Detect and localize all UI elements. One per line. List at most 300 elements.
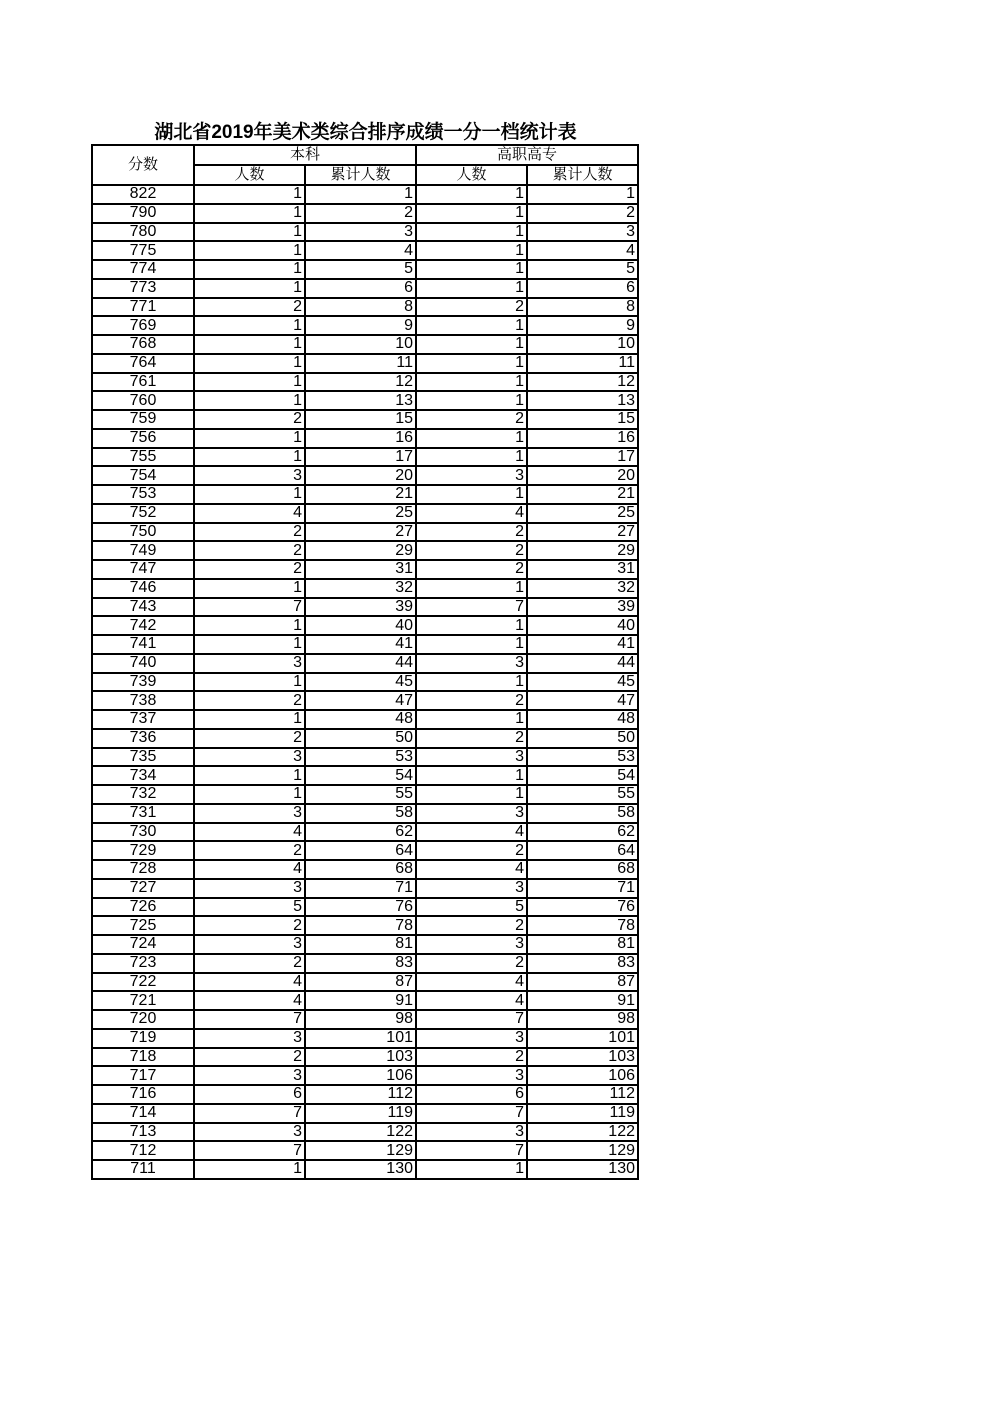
table-row <box>92 241 638 260</box>
benke-count-cell: 2 <box>194 410 305 429</box>
table-row <box>92 541 638 560</box>
table-row <box>92 354 638 373</box>
gaozhi-cumulative-cell: 87 <box>527 973 638 992</box>
header-gaozhi-count: 人数 <box>416 165 527 185</box>
gaozhi-cumulative-cell: 45 <box>527 673 638 692</box>
benke-cumulative-cell: 21 <box>305 485 416 504</box>
gaozhi-cumulative-cell: 17 <box>527 448 638 467</box>
benke-cumulative-cell: 5 <box>305 260 416 279</box>
table-row <box>92 1010 638 1029</box>
table-row <box>92 823 638 842</box>
table-row <box>92 560 638 579</box>
benke-cumulative-cell: 98 <box>305 1010 416 1029</box>
page-title: 湖北省2019年美术类综合排序成绩一分一档统计表 <box>154 122 577 143</box>
table-row <box>92 448 638 467</box>
benke-cumulative-cell: 13 <box>305 391 416 410</box>
benke-count-cell: 1 <box>194 485 305 504</box>
score-cell: 729 <box>92 841 194 860</box>
table-row <box>92 841 638 860</box>
score-cell: 769 <box>92 316 194 335</box>
gaozhi-cumulative-cell: 55 <box>527 785 638 804</box>
header-benke: 本科 <box>194 145 416 165</box>
table-row <box>92 766 638 785</box>
score-cell: 775 <box>92 241 194 260</box>
table-row <box>92 785 638 804</box>
table-row <box>92 748 638 767</box>
score-cell: 717 <box>92 1066 194 1085</box>
gaozhi-count-cell: 3 <box>416 1123 527 1142</box>
table-row <box>92 935 638 954</box>
gaozhi-count-cell: 1 <box>416 710 527 729</box>
benke-count-cell: 2 <box>194 916 305 935</box>
benke-count-cell: 1 <box>194 616 305 635</box>
score-cell: 714 <box>92 1104 194 1123</box>
score-cell: 760 <box>92 391 194 410</box>
score-cell: 768 <box>92 335 194 354</box>
score-cell: 774 <box>92 260 194 279</box>
benke-cumulative-cell: 9 <box>305 316 416 335</box>
gaozhi-cumulative-cell: 16 <box>527 429 638 448</box>
benke-cumulative-cell: 10 <box>305 335 416 354</box>
gaozhi-count-cell: 3 <box>416 804 527 823</box>
benke-cumulative-cell: 2 <box>305 204 416 223</box>
gaozhi-cumulative-cell: 4 <box>527 241 638 260</box>
benke-count-cell: 1 <box>194 635 305 654</box>
benke-cumulative-cell: 12 <box>305 373 416 392</box>
benke-count-cell: 1 <box>194 316 305 335</box>
table-row <box>92 410 638 429</box>
score-cell: 724 <box>92 935 194 954</box>
benke-count-cell: 7 <box>194 598 305 617</box>
gaozhi-cumulative-cell: 29 <box>527 541 638 560</box>
header-benke-count: 人数 <box>194 165 305 185</box>
gaozhi-count-cell: 4 <box>416 973 527 992</box>
score-cell: 759 <box>92 410 194 429</box>
gaozhi-count-cell: 2 <box>416 298 527 317</box>
table-row <box>92 391 638 410</box>
benke-count-cell: 3 <box>194 1123 305 1142</box>
gaozhi-count-cell: 1 <box>416 673 527 692</box>
benke-cumulative-cell: 48 <box>305 710 416 729</box>
benke-count-cell: 4 <box>194 823 305 842</box>
gaozhi-count-cell: 1 <box>416 373 527 392</box>
benke-count-cell: 1 <box>194 1160 305 1179</box>
benke-count-cell: 2 <box>194 298 305 317</box>
benke-count-cell: 1 <box>194 223 305 242</box>
table-row <box>92 373 638 392</box>
benke-cumulative-cell: 122 <box>305 1123 416 1142</box>
score-cell: 719 <box>92 1029 194 1048</box>
benke-count-cell: 4 <box>194 973 305 992</box>
gaozhi-count-cell: 3 <box>416 748 527 767</box>
score-cell: 735 <box>92 748 194 767</box>
gaozhi-count-cell: 2 <box>416 691 527 710</box>
gaozhi-count-cell: 2 <box>416 916 527 935</box>
gaozhi-cumulative-cell: 119 <box>527 1104 638 1123</box>
benke-cumulative-cell: 91 <box>305 991 416 1010</box>
table-row <box>92 316 638 335</box>
score-cell: 718 <box>92 1048 194 1067</box>
benke-count-cell: 1 <box>194 335 305 354</box>
gaozhi-cumulative-cell: 44 <box>527 654 638 673</box>
gaozhi-cumulative-cell: 11 <box>527 354 638 373</box>
benke-count-cell: 3 <box>194 879 305 898</box>
gaozhi-cumulative-cell: 71 <box>527 879 638 898</box>
gaozhi-cumulative-cell: 10 <box>527 335 638 354</box>
benke-count-cell: 1 <box>194 429 305 448</box>
table-row <box>92 1029 638 1048</box>
gaozhi-count-cell: 3 <box>416 935 527 954</box>
benke-count-cell: 2 <box>194 691 305 710</box>
score-cell: 750 <box>92 523 194 542</box>
benke-count-cell: 7 <box>194 1141 305 1160</box>
benke-count-cell: 3 <box>194 1029 305 1048</box>
gaozhi-count-cell: 3 <box>416 1066 527 1085</box>
benke-count-cell: 3 <box>194 804 305 823</box>
table-row <box>92 298 638 317</box>
gaozhi-cumulative-cell: 40 <box>527 616 638 635</box>
benke-cumulative-cell: 45 <box>305 673 416 692</box>
table-row <box>92 654 638 673</box>
benke-cumulative-cell: 106 <box>305 1066 416 1085</box>
gaozhi-count-cell: 2 <box>416 523 527 542</box>
table-row <box>92 710 638 729</box>
gaozhi-cumulative-cell: 103 <box>527 1048 638 1067</box>
gaozhi-cumulative-cell: 101 <box>527 1029 638 1048</box>
table-row <box>92 691 638 710</box>
gaozhi-count-cell: 1 <box>416 223 527 242</box>
benke-count-cell: 1 <box>194 204 305 223</box>
benke-cumulative-cell: 27 <box>305 523 416 542</box>
benke-count-cell: 3 <box>194 935 305 954</box>
gaozhi-count-cell: 3 <box>416 466 527 485</box>
table-row <box>92 1048 638 1067</box>
benke-count-cell: 3 <box>194 654 305 673</box>
score-cell: 716 <box>92 1085 194 1104</box>
benke-count-cell: 2 <box>194 729 305 748</box>
score-cell: 752 <box>92 504 194 523</box>
table-body <box>92 185 638 1179</box>
benke-count-cell: 1 <box>194 354 305 373</box>
gaozhi-cumulative-cell: 83 <box>527 954 638 973</box>
table-row <box>92 1160 638 1179</box>
benke-cumulative-cell: 8 <box>305 298 416 317</box>
benke-cumulative-cell: 29 <box>305 541 416 560</box>
gaozhi-cumulative-cell: 91 <box>527 991 638 1010</box>
gaozhi-count-cell: 1 <box>416 335 527 354</box>
gaozhi-count-cell: 7 <box>416 1104 527 1123</box>
gaozhi-cumulative-cell: 27 <box>527 523 638 542</box>
table-row <box>92 635 638 654</box>
benke-count-cell: 2 <box>194 841 305 860</box>
table-row <box>92 729 638 748</box>
gaozhi-count-cell: 1 <box>416 260 527 279</box>
benke-count-cell: 4 <box>194 504 305 523</box>
score-cell: 773 <box>92 279 194 298</box>
score-cell: 764 <box>92 354 194 373</box>
benke-cumulative-cell: 64 <box>305 841 416 860</box>
gaozhi-cumulative-cell: 32 <box>527 579 638 598</box>
table-row <box>92 673 638 692</box>
score-cell: 711 <box>92 1160 194 1179</box>
benke-cumulative-cell: 41 <box>305 635 416 654</box>
table-row <box>92 898 638 917</box>
benke-cumulative-cell: 17 <box>305 448 416 467</box>
benke-cumulative-cell: 39 <box>305 598 416 617</box>
gaozhi-cumulative-cell: 68 <box>527 860 638 879</box>
score-cell: 728 <box>92 860 194 879</box>
table-row <box>92 185 638 204</box>
score-cell: 746 <box>92 579 194 598</box>
table-row <box>92 1085 638 1104</box>
gaozhi-cumulative-cell: 122 <box>527 1123 638 1142</box>
header-gaozhi-cumulative: 累计人数 <box>527 165 638 185</box>
table-row <box>92 204 638 223</box>
gaozhi-cumulative-cell: 112 <box>527 1085 638 1104</box>
gaozhi-cumulative-cell: 54 <box>527 766 638 785</box>
gaozhi-count-cell: 1 <box>416 241 527 260</box>
benke-count-cell: 3 <box>194 1066 305 1085</box>
benke-cumulative-cell: 50 <box>305 729 416 748</box>
benke-cumulative-cell: 119 <box>305 1104 416 1123</box>
benke-cumulative-cell: 11 <box>305 354 416 373</box>
gaozhi-count-cell: 2 <box>416 410 527 429</box>
benke-count-cell: 1 <box>194 185 305 204</box>
gaozhi-cumulative-cell: 58 <box>527 804 638 823</box>
table-row <box>92 879 638 898</box>
score-cell: 722 <box>92 973 194 992</box>
gaozhi-cumulative-cell: 5 <box>527 260 638 279</box>
gaozhi-cumulative-cell: 106 <box>527 1066 638 1085</box>
table-row <box>92 598 638 617</box>
gaozhi-count-cell: 4 <box>416 504 527 523</box>
score-cell: 725 <box>92 916 194 935</box>
table-row <box>92 616 638 635</box>
gaozhi-count-cell: 1 <box>416 485 527 504</box>
gaozhi-cumulative-cell: 78 <box>527 916 638 935</box>
score-cell: 753 <box>92 485 194 504</box>
gaozhi-cumulative-cell: 3 <box>527 223 638 242</box>
benke-cumulative-cell: 44 <box>305 654 416 673</box>
benke-count-cell: 2 <box>194 954 305 973</box>
score-cell: 737 <box>92 710 194 729</box>
table-row <box>92 429 638 448</box>
benke-count-cell: 2 <box>194 523 305 542</box>
table-row <box>92 523 638 542</box>
table-row <box>92 335 638 354</box>
score-cell: 754 <box>92 466 194 485</box>
table-row <box>92 804 638 823</box>
gaozhi-count-cell: 1 <box>416 616 527 635</box>
gaozhi-count-cell: 4 <box>416 823 527 842</box>
gaozhi-count-cell: 1 <box>416 635 527 654</box>
gaozhi-cumulative-cell: 81 <box>527 935 638 954</box>
table-row <box>92 973 638 992</box>
gaozhi-count-cell: 1 <box>416 204 527 223</box>
benke-count-cell: 1 <box>194 260 305 279</box>
score-cell: 727 <box>92 879 194 898</box>
benke-cumulative-cell: 101 <box>305 1029 416 1048</box>
benke-cumulative-cell: 4 <box>305 241 416 260</box>
gaozhi-count-cell: 4 <box>416 991 527 1010</box>
benke-count-cell: 3 <box>194 748 305 767</box>
gaozhi-cumulative-cell: 53 <box>527 748 638 767</box>
score-cell: 756 <box>92 429 194 448</box>
score-cell: 739 <box>92 673 194 692</box>
benke-count-cell: 3 <box>194 466 305 485</box>
benke-cumulative-cell: 54 <box>305 766 416 785</box>
score-cell: 738 <box>92 691 194 710</box>
table-row <box>92 1066 638 1085</box>
gaozhi-count-cell: 2 <box>416 729 527 748</box>
score-cell: 713 <box>92 1123 194 1142</box>
gaozhi-count-cell: 1 <box>416 316 527 335</box>
benke-cumulative-cell: 58 <box>305 804 416 823</box>
score-cell: 731 <box>92 804 194 823</box>
benke-count-cell: 7 <box>194 1104 305 1123</box>
gaozhi-count-cell: 3 <box>416 654 527 673</box>
gaozhi-count-cell: 2 <box>416 954 527 973</box>
gaozhi-cumulative-cell: 39 <box>527 598 638 617</box>
benke-cumulative-cell: 53 <box>305 748 416 767</box>
score-cell: 730 <box>92 823 194 842</box>
benke-count-cell: 7 <box>194 1010 305 1029</box>
benke-cumulative-cell: 40 <box>305 616 416 635</box>
gaozhi-cumulative-cell: 1 <box>527 185 638 204</box>
benke-cumulative-cell: 1 <box>305 185 416 204</box>
benke-cumulative-cell: 81 <box>305 935 416 954</box>
benke-cumulative-cell: 129 <box>305 1141 416 1160</box>
gaozhi-count-cell: 2 <box>416 541 527 560</box>
gaozhi-cumulative-cell: 2 <box>527 204 638 223</box>
benke-count-cell: 4 <box>194 860 305 879</box>
table-row <box>92 916 638 935</box>
table-row <box>92 860 638 879</box>
gaozhi-count-cell: 6 <box>416 1085 527 1104</box>
benke-cumulative-cell: 3 <box>305 223 416 242</box>
benke-cumulative-cell: 62 <box>305 823 416 842</box>
gaozhi-count-cell: 7 <box>416 1141 527 1160</box>
gaozhi-cumulative-cell: 129 <box>527 1141 638 1160</box>
score-table <box>91 144 639 1180</box>
gaozhi-cumulative-cell: 50 <box>527 729 638 748</box>
benke-count-cell: 1 <box>194 391 305 410</box>
benke-cumulative-cell: 112 <box>305 1085 416 1104</box>
table-row <box>92 1123 638 1142</box>
benke-cumulative-cell: 32 <box>305 579 416 598</box>
score-cell: 822 <box>92 185 194 204</box>
gaozhi-cumulative-cell: 15 <box>527 410 638 429</box>
header-gaozhi: 高职高专 <box>416 145 638 165</box>
gaozhi-count-cell: 1 <box>416 429 527 448</box>
table-row <box>92 991 638 1010</box>
table-row <box>92 223 638 242</box>
benke-count-cell: 1 <box>194 710 305 729</box>
table-row <box>92 579 638 598</box>
benke-cumulative-cell: 130 <box>305 1160 416 1179</box>
gaozhi-cumulative-cell: 13 <box>527 391 638 410</box>
gaozhi-count-cell: 1 <box>416 766 527 785</box>
table-row <box>92 279 638 298</box>
gaozhi-count-cell: 1 <box>416 354 527 373</box>
gaozhi-count-cell: 7 <box>416 598 527 617</box>
benke-count-cell: 6 <box>194 1085 305 1104</box>
benke-count-cell: 1 <box>194 785 305 804</box>
benke-cumulative-cell: 78 <box>305 916 416 935</box>
score-cell: 726 <box>92 898 194 917</box>
benke-cumulative-cell: 15 <box>305 410 416 429</box>
score-cell: 771 <box>92 298 194 317</box>
benke-cumulative-cell: 103 <box>305 1048 416 1067</box>
gaozhi-cumulative-cell: 9 <box>527 316 638 335</box>
gaozhi-count-cell: 3 <box>416 879 527 898</box>
benke-cumulative-cell: 16 <box>305 429 416 448</box>
gaozhi-count-cell: 5 <box>416 898 527 917</box>
benke-cumulative-cell: 68 <box>305 860 416 879</box>
gaozhi-count-cell: 1 <box>416 1160 527 1179</box>
gaozhi-count-cell: 1 <box>416 448 527 467</box>
gaozhi-count-cell: 2 <box>416 841 527 860</box>
benke-count-cell: 2 <box>194 1048 305 1067</box>
gaozhi-count-cell: 1 <box>416 579 527 598</box>
score-cell: 721 <box>92 991 194 1010</box>
benke-count-cell: 1 <box>194 579 305 598</box>
benke-count-cell: 2 <box>194 560 305 579</box>
benke-count-cell: 1 <box>194 279 305 298</box>
gaozhi-cumulative-cell: 31 <box>527 560 638 579</box>
benke-cumulative-cell: 83 <box>305 954 416 973</box>
score-cell: 749 <box>92 541 194 560</box>
gaozhi-cumulative-cell: 21 <box>527 485 638 504</box>
gaozhi-cumulative-cell: 62 <box>527 823 638 842</box>
benke-count-cell: 1 <box>194 766 305 785</box>
header-score: 分数 <box>92 145 194 185</box>
gaozhi-count-cell: 1 <box>416 785 527 804</box>
benke-count-cell: 5 <box>194 898 305 917</box>
gaozhi-cumulative-cell: 98 <box>527 1010 638 1029</box>
gaozhi-cumulative-cell: 41 <box>527 635 638 654</box>
gaozhi-cumulative-cell: 47 <box>527 691 638 710</box>
benke-cumulative-cell: 25 <box>305 504 416 523</box>
gaozhi-cumulative-cell: 20 <box>527 466 638 485</box>
benke-count-cell: 1 <box>194 448 305 467</box>
gaozhi-cumulative-cell: 48 <box>527 710 638 729</box>
table-row <box>92 504 638 523</box>
benke-cumulative-cell: 76 <box>305 898 416 917</box>
gaozhi-cumulative-cell: 76 <box>527 898 638 917</box>
benke-count-cell: 1 <box>194 241 305 260</box>
score-cell: 720 <box>92 1010 194 1029</box>
benke-cumulative-cell: 55 <box>305 785 416 804</box>
benke-count-cell: 1 <box>194 373 305 392</box>
table-row <box>92 954 638 973</box>
score-cell: 723 <box>92 954 194 973</box>
gaozhi-count-cell: 1 <box>416 185 527 204</box>
benke-cumulative-cell: 6 <box>305 279 416 298</box>
table-row <box>92 466 638 485</box>
benke-cumulative-cell: 31 <box>305 560 416 579</box>
gaozhi-count-cell: 2 <box>416 560 527 579</box>
benke-count-cell: 2 <box>194 541 305 560</box>
gaozhi-count-cell: 1 <box>416 391 527 410</box>
score-cell: 790 <box>92 204 194 223</box>
benke-cumulative-cell: 20 <box>305 466 416 485</box>
score-cell: 734 <box>92 766 194 785</box>
score-cell: 755 <box>92 448 194 467</box>
gaozhi-cumulative-cell: 130 <box>527 1160 638 1179</box>
score-cell: 740 <box>92 654 194 673</box>
table-row <box>92 485 638 504</box>
